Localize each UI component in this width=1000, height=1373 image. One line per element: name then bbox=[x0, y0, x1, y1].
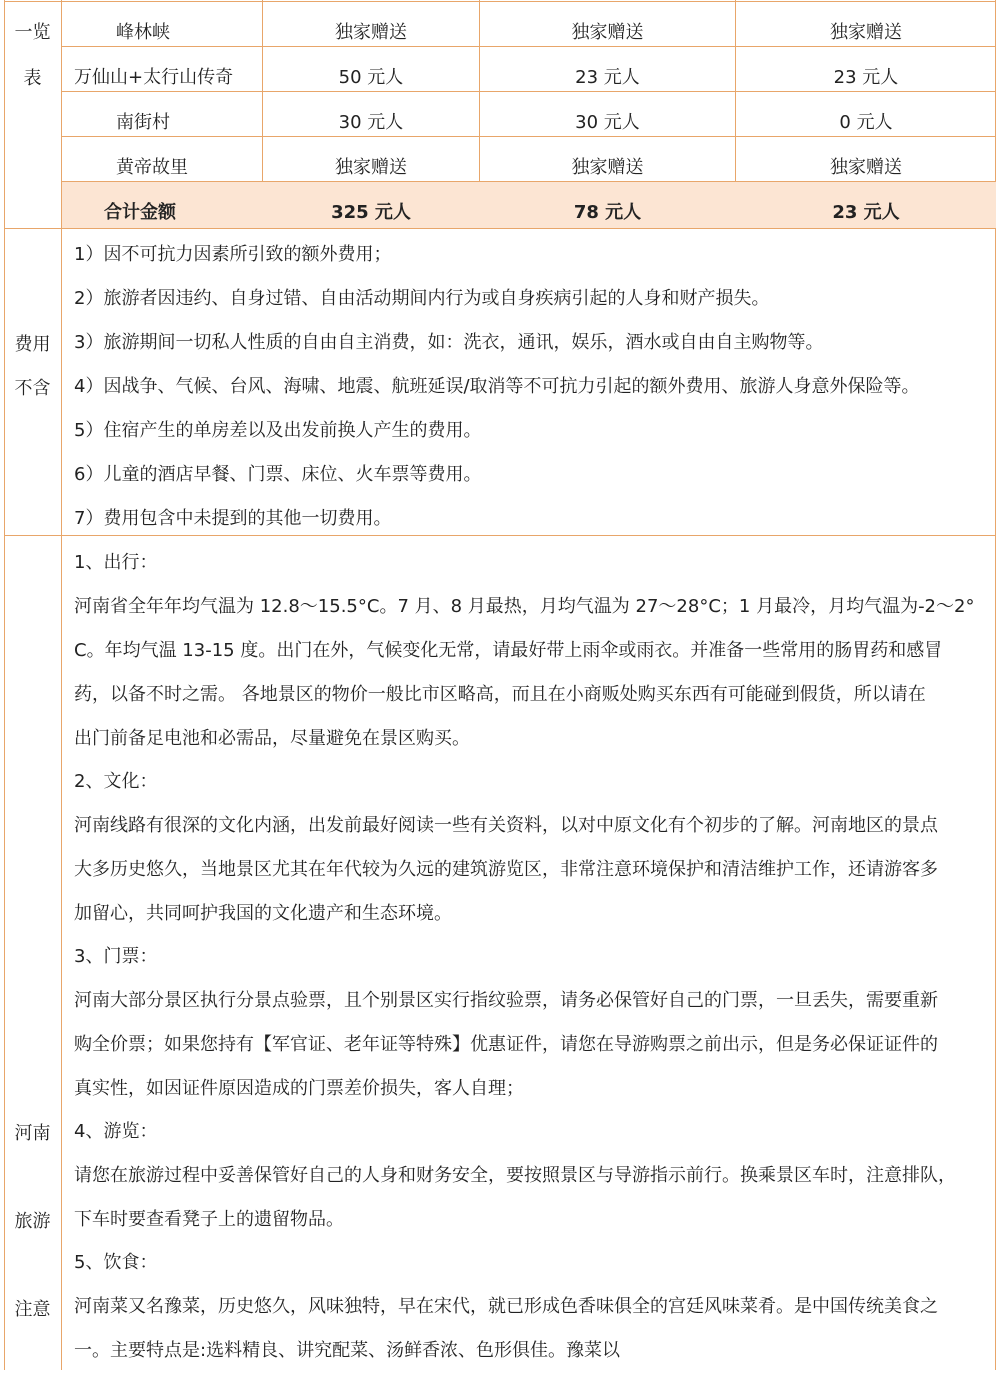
price-cell: 0 元人 bbox=[839, 112, 893, 133]
side-label-line: 注意 bbox=[14, 1299, 51, 1320]
price-cell: 23 元人 bbox=[575, 67, 640, 88]
price-cell: 独家赠送 bbox=[830, 157, 902, 178]
excluded-item: 6）儿童的酒店早餐、门票、床位、火车票等费用。 bbox=[74, 464, 482, 485]
paragraph-line: 一。主要特点是:选料精良、讲究配菜、汤鲜香浓、色形俱佳。豫菜以 bbox=[74, 1340, 621, 1361]
excluded-item: 2）旅游者因违约、自身过错、自由活动期间内行为或自身疾病引起的人身和财产损失。 bbox=[74, 288, 770, 309]
paragraph-line: 真实性，如因证件原因造成的门票差价损失，客人自理； bbox=[74, 1078, 524, 1099]
total-value: 23 元人 bbox=[832, 202, 900, 223]
paragraph-line: 河南线路有很深的文化内涵，出发前最好阅读一些有关资料，以对中原文化有个初步的了解。河南地区的景点 bbox=[74, 815, 938, 836]
document-page bbox=[4, 0, 996, 1370]
rule-after-table bbox=[4, 228, 996, 229]
paragraph-line: 下车时要查看凳子上的遗留物品。 bbox=[74, 1209, 344, 1230]
section-heading: 5、饮食： bbox=[74, 1252, 158, 1273]
paragraph-line: 河南大部分景区执行分景点验票，且个别景区实行指纹验票，请务必保管好自己的门票，一旦丢失，需要重新 bbox=[74, 990, 938, 1011]
attraction-name: 南街村 bbox=[116, 112, 170, 133]
table-row bbox=[62, 137, 996, 181]
excluded-item: 5）住宿产生的单房差以及出发前换人产生的费用。 bbox=[74, 420, 482, 441]
price-cell: 独家赠送 bbox=[571, 157, 644, 178]
total-row bbox=[62, 182, 996, 228]
section-heading: 3、门票： bbox=[74, 946, 158, 967]
excluded-item: 4）因战争、气候、台风、海啸、地震、航班延误/取消等不可抗力引起的额外费用、旅游人身意外保险等。 bbox=[74, 376, 920, 397]
section-heading: 2、文化： bbox=[74, 771, 158, 792]
paragraph-line: 购全价票；如果您持有【军官证、老年证等特殊】优惠证件，请您在导游购票之前出示，但是务必保证证件的 bbox=[74, 1034, 938, 1055]
side-label-line: 河南 bbox=[14, 1123, 51, 1144]
section-heading: 4、游览： bbox=[74, 1121, 158, 1142]
price-cell: 独家赠送 bbox=[335, 157, 407, 178]
total-value: 78 元人 bbox=[573, 202, 642, 223]
price-cell: 23 元人 bbox=[833, 67, 899, 88]
paragraph-line: 药，以备不时之需。 各地景区的物价一般比市区略高，而且在小商贩处购买东西有可能碰到假货，所以请在 bbox=[74, 684, 926, 705]
section-heading: 1、出行： bbox=[74, 552, 158, 573]
paragraph-line: C。年均气温 13-15 度。出门在外，气候变化无常，请最好带上雨伞或雨衣。并准备一些常用的肠胃药和感冒 bbox=[74, 640, 943, 661]
price-cell: 50 元人 bbox=[338, 67, 404, 88]
paragraph-line: 大多历史悠久，当地景区尤其在年代较为久远的建筑游览区，非常注意环境保护和清洁维护工作，还请游客多 bbox=[74, 859, 938, 880]
table-row bbox=[62, 92, 996, 136]
side-label-line: 一览 bbox=[14, 22, 51, 43]
price-cell: 独家赠送 bbox=[830, 22, 902, 43]
side-label-line: 费用 bbox=[14, 334, 51, 355]
side-label-line: 旅游 bbox=[14, 1211, 51, 1232]
side-label-line: 表 bbox=[23, 68, 42, 89]
table-row bbox=[62, 47, 996, 91]
paragraph-line: 加留心，共同呵护我国的文化遗产和生态环境。 bbox=[74, 903, 452, 924]
price-cell: 30 元人 bbox=[338, 112, 404, 133]
total-value: 325 元人 bbox=[331, 202, 411, 223]
price-cell: 30 元人 bbox=[575, 112, 640, 133]
excluded-side-label bbox=[4, 228, 61, 535]
excluded-item: 1）因不可抗力因素所引致的额外费用； bbox=[74, 244, 392, 265]
paragraph-line: 河南菜又名豫菜，历史悠久，风味独特，早在宋代，就已形成色香味俱全的宫廷风味菜肴。是中国传统美食之 bbox=[74, 1296, 938, 1317]
attraction-name: 万仙山+太行山传奇 bbox=[74, 67, 234, 88]
price-cell: 独家赠送 bbox=[571, 22, 644, 43]
excluded-item: 7）费用包含中未提到的其他一切费用。 bbox=[74, 508, 392, 529]
price-cell: 独家赠送 bbox=[335, 22, 407, 43]
paragraph-line: 河南省全年年均气温为 12.8～15.5°C。7 月、8 月最热，月均气温为 27～28°C；1 月最冷，月均气温为-2～2° bbox=[74, 596, 975, 617]
side-label-line: 不含 bbox=[14, 378, 51, 399]
excluded-item: 3）旅游期间一切私人性质的自由自主消费，如：洗衣，通讯，娱乐，酒水或自由自主购物等。 bbox=[74, 332, 824, 353]
paragraph-line: 出门前备足电池和必需品，尽量避免在景区购买。 bbox=[74, 728, 470, 749]
attraction-name: 黄帝故里 bbox=[116, 157, 188, 178]
total-label: 合计金额 bbox=[104, 202, 176, 223]
table-row bbox=[62, 2, 996, 46]
notes-side-label bbox=[4, 535, 61, 1370]
overview-side-label bbox=[4, 0, 61, 228]
attraction-name: 峰林峡 bbox=[116, 22, 170, 43]
paragraph-line: 请您在旅游过程中妥善保管好自己的人身和财务安全，要按照景区与导游指示前行。换乘景区车时，注意排队， bbox=[74, 1165, 956, 1186]
